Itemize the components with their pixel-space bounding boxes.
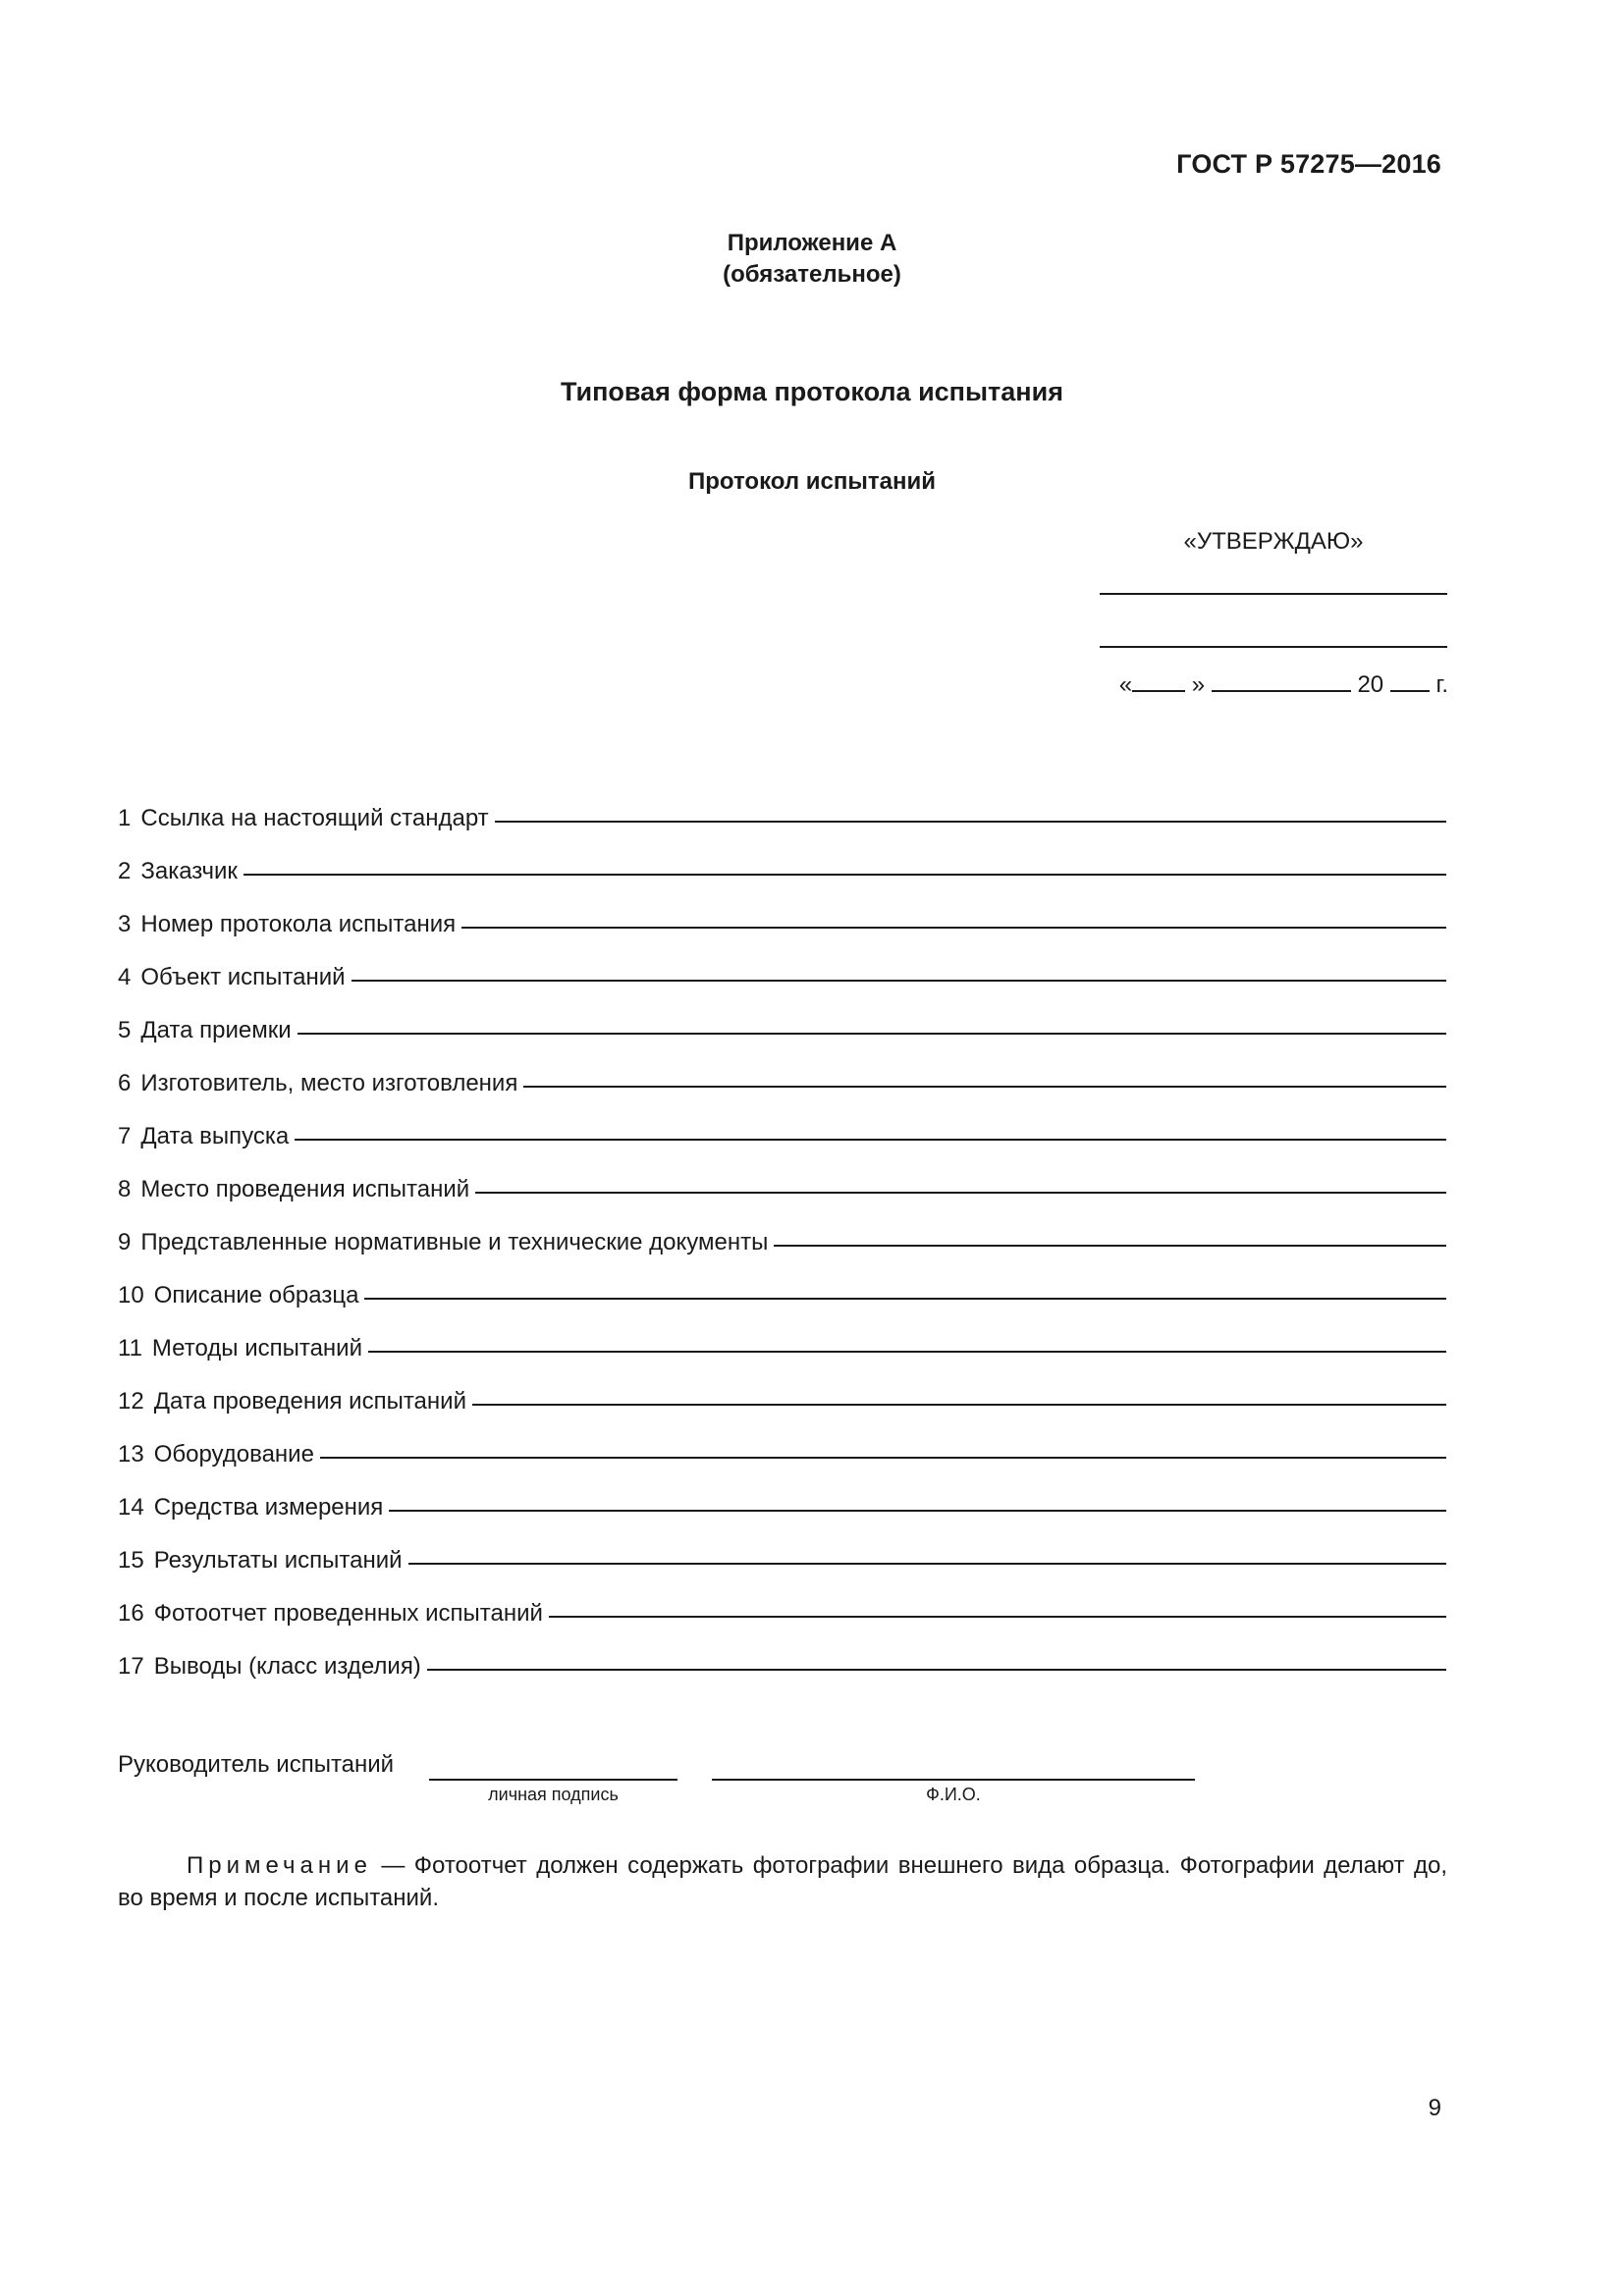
- field-number: 14: [118, 1494, 144, 1521]
- field-fill-line[interactable]: [295, 1139, 1446, 1141]
- field-fill-line[interactable]: [523, 1086, 1446, 1088]
- field-label: Дата выпуска: [140, 1123, 290, 1149]
- field-label: Представленные нормативные и технические документы: [140, 1229, 769, 1255]
- field-number: 13: [118, 1441, 144, 1468]
- field-number: 5: [118, 1017, 132, 1043]
- appendix-heading: [0, 228, 1624, 291]
- field-number: 11: [118, 1335, 142, 1362]
- form-title: Типовая форма протокола испытания: [561, 377, 1063, 406]
- field-fill-line[interactable]: [495, 821, 1446, 823]
- field-fill-line[interactable]: [298, 1033, 1446, 1035]
- field-fill-line[interactable]: [244, 874, 1446, 876]
- field-label: Изготовитель, место изготовления: [140, 1070, 518, 1096]
- field-fill-line[interactable]: [368, 1351, 1446, 1353]
- page-number: 9: [1428, 2095, 1441, 2121]
- field-label: Дата проведения испытаний: [153, 1388, 466, 1415]
- field-label: Номер протокола испытания: [140, 911, 457, 937]
- year-prefix: 20: [1357, 671, 1384, 698]
- field-label: Оборудование: [153, 1441, 314, 1468]
- field-number: 17: [118, 1653, 144, 1680]
- date-close-quote: »: [1191, 671, 1206, 698]
- field-row: [118, 1150, 1446, 1203]
- field-row: [118, 938, 1446, 991]
- field-fill-line[interactable]: [549, 1616, 1446, 1618]
- field-fill-line[interactable]: [472, 1404, 1446, 1406]
- field-number: 2: [118, 858, 132, 884]
- approval-label: «УТВЕРЖДАЮ»: [1183, 528, 1364, 555]
- field-label: Средства измерения: [153, 1494, 384, 1521]
- field-row: [118, 1628, 1446, 1681]
- field-fill-line[interactable]: [352, 980, 1446, 982]
- field-label: Дата приемки: [140, 1017, 292, 1043]
- field-fill-line[interactable]: [408, 1563, 1446, 1565]
- field-number: 1: [118, 805, 132, 831]
- field-label: Методы испытаний: [151, 1335, 362, 1362]
- field-fill-line[interactable]: [389, 1510, 1446, 1512]
- approval-date: [1110, 671, 1448, 699]
- field-row: [118, 991, 1446, 1044]
- day-blank[interactable]: [1132, 672, 1185, 692]
- signature-line[interactable]: [429, 1779, 677, 1781]
- field-label: Фотоотчет проведенных испытаний: [153, 1600, 543, 1627]
- field-row: [118, 1575, 1446, 1628]
- note-paragraph: [118, 1849, 1447, 1914]
- field-row: [118, 1309, 1446, 1362]
- full-name-caption: Ф.И.О.: [926, 1785, 981, 1804]
- field-fill-line[interactable]: [461, 927, 1446, 929]
- field-number: 4: [118, 964, 132, 990]
- field-number: 7: [118, 1123, 132, 1149]
- full-name-line[interactable]: [712, 1779, 1195, 1781]
- month-blank[interactable]: [1212, 672, 1351, 692]
- note-text: — Фотоотчет должен содержать фотографии внешнего вида образца. Фотографии делают до, во время и после испытаний.: [118, 1852, 1447, 1911]
- field-row: [118, 1044, 1446, 1097]
- field-label: Выводы (класс изделия): [153, 1653, 421, 1680]
- field-row: [118, 1468, 1446, 1522]
- field-number: 6: [118, 1070, 132, 1096]
- field-label: Результаты испытаний: [153, 1547, 403, 1574]
- signature-caption: личная подпись: [488, 1785, 619, 1804]
- field-row: [118, 1415, 1446, 1468]
- field-fill-line[interactable]: [364, 1298, 1446, 1300]
- field-number: 15: [118, 1547, 144, 1574]
- protocol-fields-list: [118, 779, 1446, 1681]
- field-row: [118, 779, 1446, 832]
- year-blank[interactable]: [1390, 672, 1430, 692]
- field-number: 12: [118, 1388, 144, 1415]
- field-label: Место проведения испытаний: [140, 1176, 470, 1202]
- field-row: [118, 1522, 1446, 1575]
- field-label: Ссылка на настоящий стандарт: [140, 805, 489, 831]
- field-row: [118, 885, 1446, 938]
- field-number: 8: [118, 1176, 132, 1202]
- field-number: 3: [118, 911, 132, 937]
- field-fill-line[interactable]: [475, 1192, 1446, 1194]
- field-row: [118, 1097, 1446, 1150]
- appendix-title: Приложение А: [727, 230, 897, 256]
- field-number: 16: [118, 1600, 144, 1627]
- field-row: [118, 1362, 1446, 1415]
- approval-line-1[interactable]: [1100, 593, 1447, 595]
- protocol-title: Протокол испытаний: [688, 468, 936, 495]
- note-head: Примечание: [187, 1852, 372, 1879]
- field-label: Описание образца: [153, 1282, 359, 1308]
- field-row: [118, 1256, 1446, 1309]
- field-fill-line[interactable]: [774, 1245, 1446, 1247]
- field-fill-line[interactable]: [427, 1669, 1446, 1671]
- field-row: [118, 1203, 1446, 1256]
- signature-label: Руководитель испытаний: [118, 1751, 395, 1778]
- field-number: 10: [118, 1282, 144, 1308]
- field-row: [118, 832, 1446, 885]
- approval-line-2[interactable]: [1100, 646, 1447, 648]
- field-number: 9: [118, 1229, 132, 1255]
- field-fill-line[interactable]: [320, 1457, 1446, 1459]
- appendix-subtitle: (обязательное): [723, 261, 901, 288]
- document-code: ГОСТ Р 57275—2016: [1176, 149, 1441, 179]
- date-open-quote: «: [1118, 671, 1133, 698]
- year-suffix: г.: [1435, 671, 1448, 698]
- field-label: Объект испытаний: [140, 964, 346, 990]
- field-label: Заказчик: [140, 858, 238, 884]
